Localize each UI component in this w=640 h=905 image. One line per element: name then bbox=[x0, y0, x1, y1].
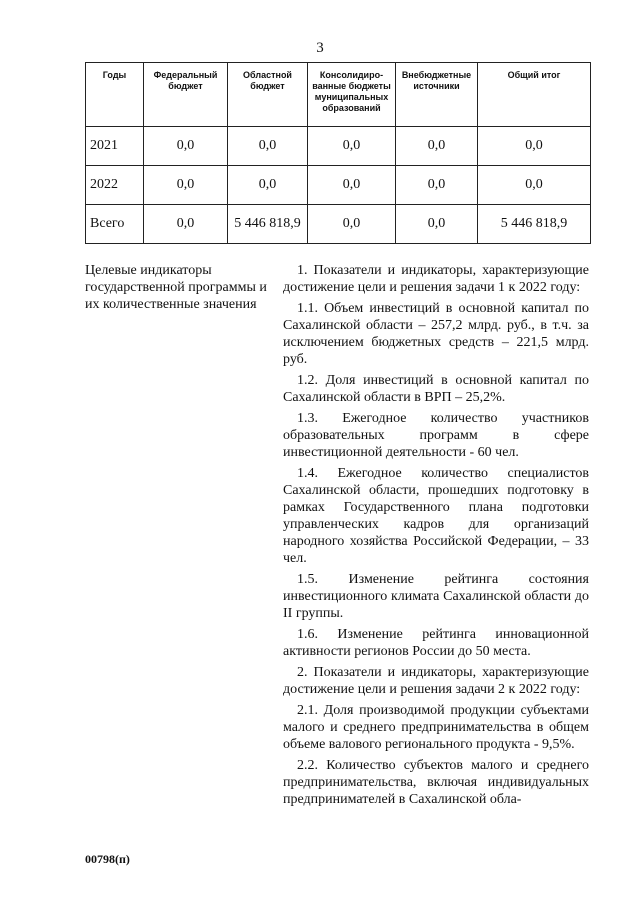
table-cell: 0,0 bbox=[144, 166, 228, 205]
table-cell: 5 446 818,9 bbox=[228, 205, 308, 244]
table-cell: 0,0 bbox=[228, 127, 308, 166]
table-cell: 2022 bbox=[86, 166, 144, 205]
table-cell: 0,0 bbox=[478, 127, 591, 166]
indicator-paragraph: 1.2. Доля инвестиций в основной капитал по Сахалинской области в ВРП – 25,2%. bbox=[283, 373, 589, 405]
table-cell: 0,0 bbox=[396, 205, 478, 244]
table-row bbox=[86, 205, 591, 244]
table-cell: 0,0 bbox=[396, 166, 478, 205]
table-cell: 2021 bbox=[86, 127, 144, 166]
table-cell: 0,0 bbox=[308, 205, 396, 244]
table-cell: 0,0 bbox=[228, 166, 308, 205]
indicator-paragraph: 2. Показатели и индикаторы, характеризующие достижение цели и решения задачи 2 к 2022 году: bbox=[283, 665, 589, 697]
indicator-paragraph: 2.1. Доля производимой продукции субъектами малого и среднего предпринимательства в общем объеме валового регионального продукта - 9,5%. bbox=[283, 703, 589, 752]
table-cell: 0,0 bbox=[396, 127, 478, 166]
table-cell: 0,0 bbox=[308, 166, 396, 205]
header-cell: Годы bbox=[86, 63, 144, 127]
indicators-content bbox=[283, 262, 589, 812]
indicator-paragraph: 1.6. Изменение рейтинга инновационной активности регионов России до 50 места. bbox=[283, 627, 589, 659]
table-cell: 5 446 818,9 bbox=[478, 205, 591, 244]
table-cell: 0,0 bbox=[308, 127, 396, 166]
header-cell: Консолидиро-ванные бюджеты муниципальных образований bbox=[308, 63, 396, 127]
table-cell: 0,0 bbox=[478, 166, 591, 205]
budget-table bbox=[85, 62, 591, 244]
indicator-paragraph: 1.5. Изменение рейтинга состояния инвестиционного климата Сахалинской области до II группы. bbox=[283, 572, 589, 621]
header-cell: Внебюджетные источники bbox=[396, 63, 478, 127]
header-cell: Областной бюджет bbox=[228, 63, 308, 127]
indicators-label: Целевые индикаторы государственной программы и их количественные значения bbox=[85, 263, 267, 312]
table-cell: 0,0 bbox=[144, 127, 228, 166]
table-row bbox=[86, 127, 591, 166]
indicator-paragraph: 1.1. Объем инвестиций в основной капитал по Сахалинской области – 257,2 млрд. руб., в т.ч. за исключением бюджетных средств – 221,5 млрд. руб. bbox=[283, 301, 589, 367]
indicator-paragraph: 1.4. Ежегодное количество специалистов Сахалинской области, прошедших подготовку в рамках Государственного плана подготовки управленческих кадров для организаций народного хозяйства Российской Федерации, – 33 чел. bbox=[283, 466, 589, 566]
page-number: 3 bbox=[316, 40, 324, 56]
header-cell: Общий итог bbox=[478, 63, 591, 127]
document-code: 00798(п) bbox=[85, 852, 130, 866]
indicator-paragraph: 1. Показатели и индикаторы, характеризующие достижение цели и решения задачи 1 к 2022 году: bbox=[283, 263, 589, 295]
table-cell: 0,0 bbox=[144, 205, 228, 244]
header-cell: Федеральный бюджет bbox=[144, 63, 228, 127]
table-row bbox=[86, 166, 591, 205]
table-header-row bbox=[86, 63, 591, 127]
table-cell: Всего bbox=[86, 205, 144, 244]
indicator-paragraph: 1.3. Ежегодное количество участников образовательных программ в сфере инвестиционной деятельности - 60 чел. bbox=[283, 411, 589, 460]
indicator-paragraph: 2.2. Количество субъектов малого и среднего предпринимательства, включая индивидуальных предпринимателей в Сахалинской обла- bbox=[283, 758, 589, 807]
